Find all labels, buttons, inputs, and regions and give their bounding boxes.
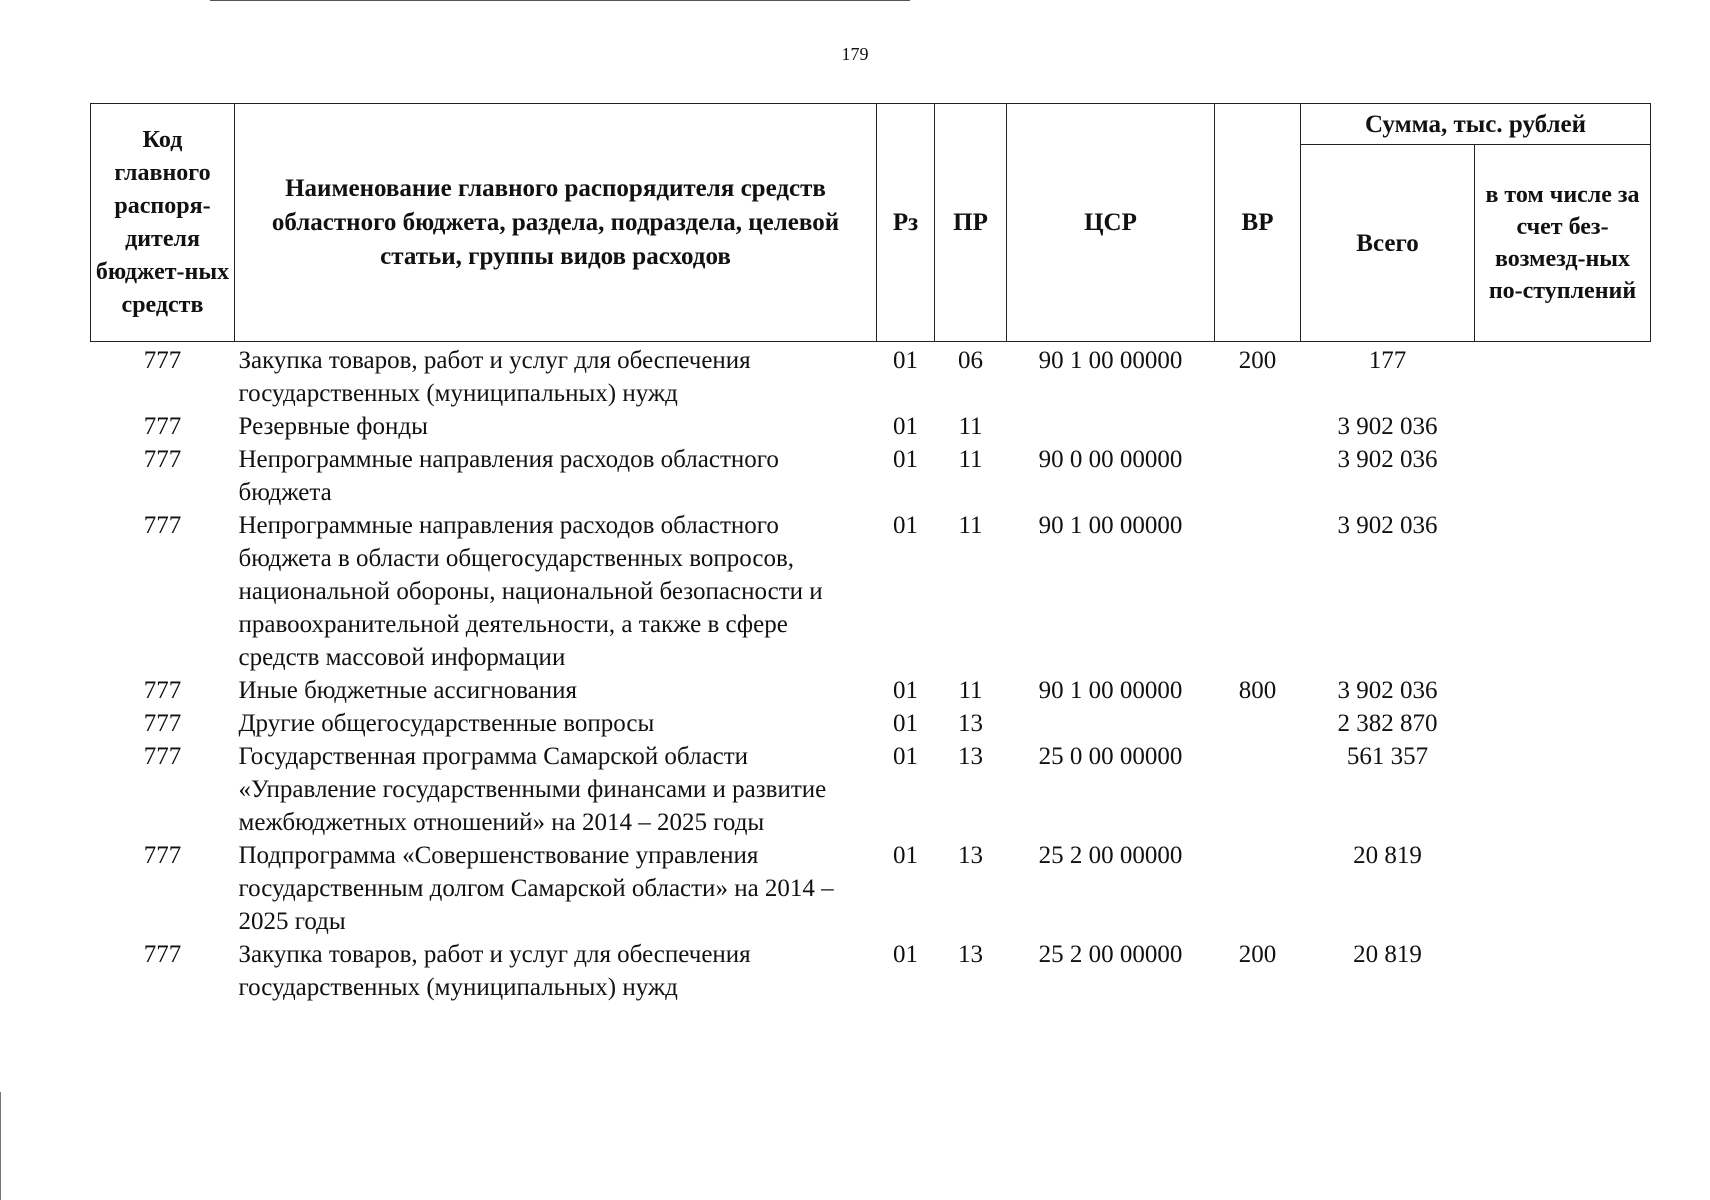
cell-total: 3 902 036: [1337, 677, 1438, 704]
header-sum-group: Сумма, тыс. рублей: [1301, 104, 1651, 145]
cell-vr: 800: [1238, 677, 1277, 704]
cell-name: Иные бюджетные ассигнования: [238, 677, 578, 704]
budget-table: [90, 103, 1651, 1004]
cell-pr: 11: [958, 413, 983, 440]
cell-rz: 01: [893, 512, 918, 539]
cell-pr: 06: [958, 347, 983, 374]
cell-total: 3 902 036: [1337, 512, 1438, 539]
cell-free: [1475, 938, 1651, 1004]
table-row: [91, 674, 1651, 707]
header-vr: ВР: [1215, 104, 1301, 342]
cell-code: 777: [143, 446, 182, 473]
cell-vr: 200: [1238, 941, 1277, 968]
cell-vr: [1215, 410, 1301, 443]
table-row: [91, 509, 1651, 674]
table-body: [91, 342, 1651, 1005]
cell-pr: 13: [958, 941, 983, 968]
cell-vr: [1215, 509, 1301, 674]
cell-name: Другие общегосударственные вопросы: [238, 710, 655, 737]
cell-code: 777: [143, 512, 182, 539]
cell-name: Подпрограмма «Совершенствование управления государственным долгом Самарской области» на 2014 – 2025 годы: [238, 842, 834, 935]
scan-top-rule: [210, 0, 910, 1]
cell-code: 777: [143, 743, 182, 770]
table-header: [91, 104, 1651, 342]
header-csr: ЦСР: [1007, 104, 1215, 342]
cell-rz: 01: [893, 413, 918, 440]
table-row: [91, 342, 1651, 411]
header-pr: ПР: [935, 104, 1007, 342]
cell-code: 777: [143, 941, 182, 968]
cell-total: 177: [1368, 347, 1407, 374]
cell-rz: 01: [893, 842, 918, 869]
cell-rz: 01: [893, 710, 918, 737]
cell-csr: 90 1 00 00000: [1038, 677, 1183, 704]
cell-vr: [1215, 839, 1301, 938]
cell-free: [1475, 443, 1651, 509]
page-number: 179: [841, 44, 869, 64]
cell-free: [1475, 410, 1651, 443]
cell-name: Государственная программа Самарской области «Управление государственными финансами и развитие межбюджетных отношений» на 2014 – 2025 годы: [238, 743, 827, 836]
cell-code: 777: [143, 842, 182, 869]
cell-total: 20 819: [1353, 842, 1422, 869]
cell-pr: 11: [958, 677, 983, 704]
cell-pr: 11: [958, 512, 983, 539]
cell-code: 777: [143, 347, 182, 374]
cell-free: [1475, 509, 1651, 674]
cell-free: [1475, 674, 1651, 707]
cell-vr: [1215, 740, 1301, 839]
cell-total: 2 382 870: [1337, 710, 1438, 737]
cell-total: 3 902 036: [1337, 446, 1438, 473]
cell-name: Закупка товаров, работ и услуг для обеспечения государственных (муниципальных) нужд: [238, 941, 751, 1001]
cell-vr: 200: [1238, 347, 1277, 374]
cell-code: 777: [143, 710, 182, 737]
header-name: Наименование главного распорядителя средств областного бюджета, раздела, подраздела, целевой статьи, группы видов расходов: [235, 104, 877, 342]
table-row: [91, 410, 1651, 443]
table-row: [91, 839, 1651, 938]
table-row: [91, 707, 1651, 740]
cell-vr: [1215, 443, 1301, 509]
cell-free: [1475, 839, 1651, 938]
cell-rz: 01: [893, 446, 918, 473]
cell-name: Резервные фонды: [238, 413, 428, 440]
cell-free: [1475, 740, 1651, 839]
header-code: Код главного распоря-дителя бюджет-ных средств: [91, 104, 235, 342]
cell-csr: 90 1 00 00000: [1038, 512, 1183, 539]
cell-code: 777: [143, 413, 182, 440]
cell-rz: 01: [893, 347, 918, 374]
cell-csr: 25 2 00 00000: [1038, 941, 1183, 968]
cell-pr: 13: [958, 710, 983, 737]
cell-csr: 90 1 00 00000: [1038, 347, 1183, 374]
cell-name: Непрограммные направления расходов областного бюджета в области общегосударственных вопросов, национальной обороны, национальной безопасности и правоохранительной деятельности, а также в сфере средств массовой информации: [238, 512, 823, 671]
header-rz: Рз: [877, 104, 935, 342]
cell-rz: 01: [893, 677, 918, 704]
scan-left-rule: [0, 1092, 1, 1200]
cell-free: [1475, 707, 1651, 740]
cell-total: 561 357: [1346, 743, 1429, 770]
cell-code: 777: [143, 677, 182, 704]
table-row: [91, 740, 1651, 839]
cell-rz: 01: [893, 941, 918, 968]
cell-pr: 13: [958, 842, 983, 869]
header-free: в том числе за счет без-возмезд-ных по-ступлений: [1475, 145, 1651, 342]
cell-total: 3 902 036: [1337, 413, 1438, 440]
cell-name: Закупка товаров, работ и услуг для обеспечения государственных (муниципальных) нужд: [238, 347, 751, 407]
cell-vr: [1215, 707, 1301, 740]
cell-rz: 01: [893, 743, 918, 770]
cell-csr: 25 2 00 00000: [1038, 842, 1183, 869]
cell-csr: 90 0 00 00000: [1038, 446, 1183, 473]
header-total: Всего: [1301, 145, 1475, 342]
cell-csr: [1007, 707, 1215, 740]
cell-total: 20 819: [1353, 941, 1422, 968]
cell-free: [1475, 342, 1651, 411]
cell-pr: 13: [958, 743, 983, 770]
cell-csr: 25 0 00 00000: [1038, 743, 1183, 770]
cell-pr: 11: [958, 446, 983, 473]
cell-name: Непрограммные направления расходов областного бюджета: [238, 446, 779, 506]
table-row: [91, 938, 1651, 1004]
cell-csr: [1007, 410, 1215, 443]
table-row: [91, 443, 1651, 509]
